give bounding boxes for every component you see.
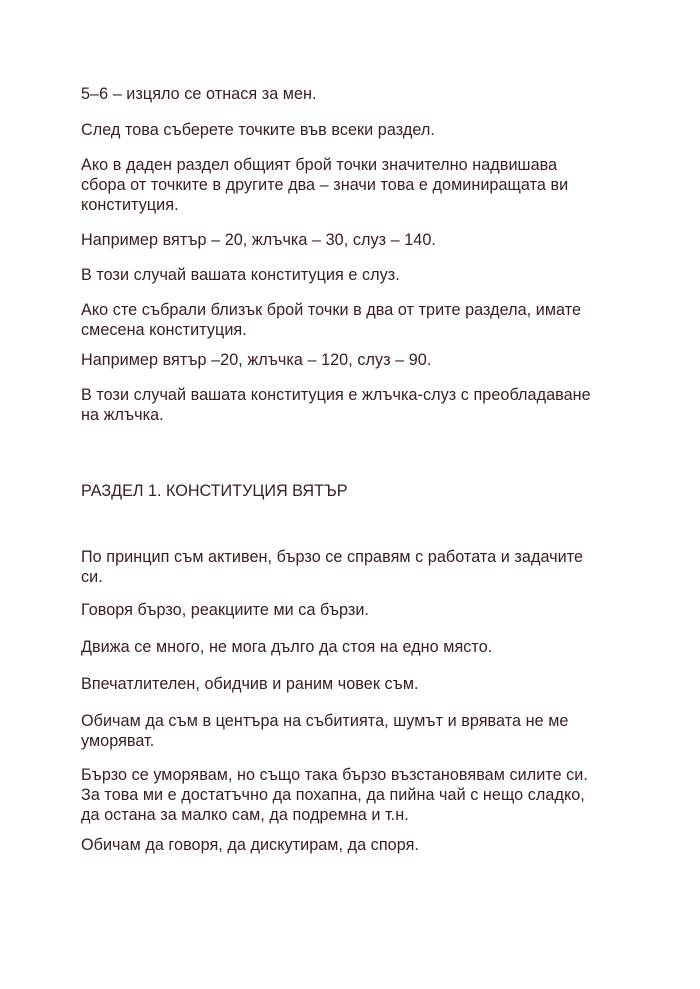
- section-heading: РАЗДЕЛ 1. КОНСТИТУЦИЯ ВЯТЪР: [81, 482, 348, 500]
- intro-paragraph-4: Например вятър – 20, жлъчка – 30, слуз – 140.: [81, 231, 436, 249]
- intro-paragraph-7: Например вятър –20, жлъчка – 120, слуз – 90.: [81, 351, 432, 369]
- intro-paragraph-5: В този случай вашата конституция е слуз.: [81, 266, 400, 284]
- section-item-4: Впечатлителен, обидчив и раним човек съм.: [81, 675, 419, 693]
- intro-paragraph-6: Ако сте събрали близък брой точки в два от трите раздела, имате смесена конституция.: [81, 301, 582, 339]
- intro-paragraph-3: Ако в даден раздел общият брой точки значително надвишава сбора от точките в другите два – значи това е доминиращата ви конституция.: [81, 156, 569, 214]
- intro-paragraph-8: В този случай вашата конституция е жлъчка-слуз с преобладаване на жлъчка.: [81, 386, 591, 424]
- section-item-6: Бързо се уморявам, но също така бързо възстановявам силите си. За това ми е достатъчно да похапна, да пийна чай с нещо сладко, да остана за малко сам, да подремна и т.н.: [81, 766, 588, 824]
- intro-paragraph-1: 5–6 – изцяло се отнася за мен.: [81, 85, 317, 103]
- section-item-3: Движа се много, не мога дълго да стоя на едно място.: [81, 638, 493, 656]
- intro-paragraph-2: След това съберете точките във всеки раздел.: [81, 121, 435, 139]
- section-item-1: По принцип съм активен, бързо се справям с работата и задачите си.: [81, 548, 584, 586]
- section-item-2: Говоря бързо, реакциите ми са бързи.: [81, 601, 369, 619]
- section-item-7: Обичам да говоря, да дискутирам, да споря.: [81, 836, 419, 854]
- section-item-5: Обичам да съм в центъра на събитията, шумът и врявата не ме уморяват.: [81, 712, 569, 750]
